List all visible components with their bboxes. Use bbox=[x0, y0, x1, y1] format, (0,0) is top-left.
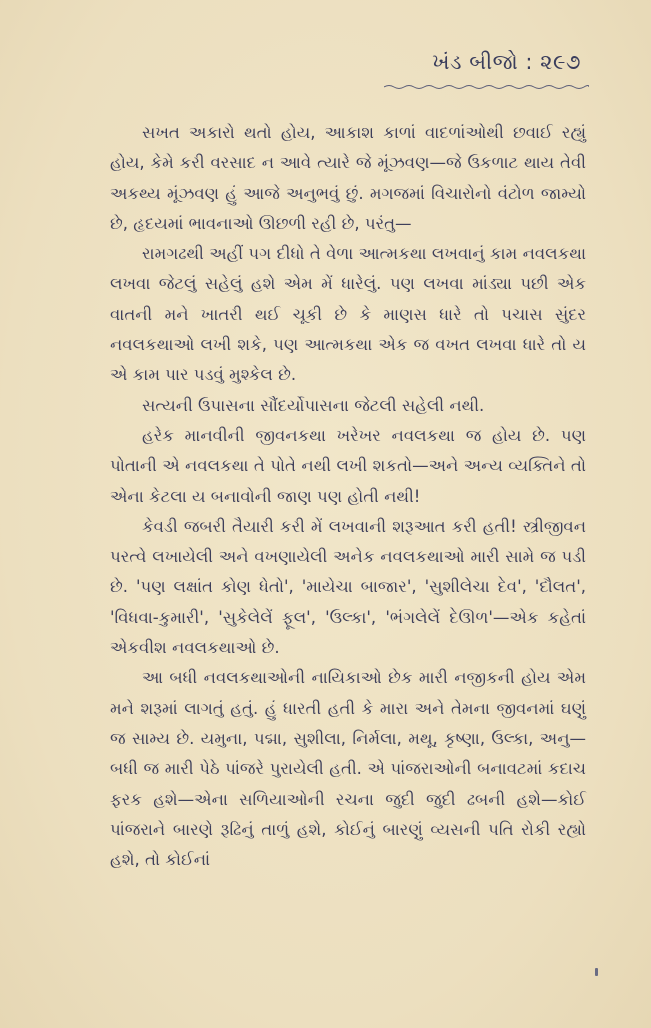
body-text bbox=[110, 118, 586, 875]
paragraph-5: કેવડી જબરી તૈયારી કરી મેં લખવાની શરૂઆત કરી હતી! સ્ત્રીજીવન પરત્વે લખાયેલી અને વખણાયેલી અનેક નવલકથાઓ મારી સામે જ પડી છે. 'પણ લક્ષાંત કોણ ધેતો', 'માયેચા બાજાર', 'સુશીલેચા દેવ', 'દૌલત', 'વિધવા-કુમારી', 'સુકેલેલેં ફૂલ', 'ઉલ્કા', 'ભંગલેલેં દેઊળ'—એક કહેતાં એકવીશ નવલકથાઓ છે. bbox=[110, 516, 586, 658]
paragraph-2: રામગઢથી અહીં પગ દીધો તે વેળા આત્મકથા લખવાનું કામ નવલકથા લખવા જેટલું સહેલું હશે એમ મેં ધારેલું. પણ લખવા માંડ્યા પછી એક વાતની મને ખાતરી થઈ ચૂકી છે કે માણસ ધારે તો પચાસ સુંદર નવલકથાઓ લખી શકે, પણ આત્મકથા એક જ વખત લખવા ધારે તો ય એ કામ પાર પડવું મુશ્કેલ છે. bbox=[110, 244, 586, 385]
paragraph-3: સત્યની ઉપાસના સૌંદર્યોપાસના જેટલી સહેલી નથી. bbox=[142, 395, 485, 415]
paragraph-6: આ બધી નવલકથાઓની નાયિકાઓ છેક મારી નજીકની હોય એમ મને શરૂમાં લાગતું હતું. હું ધારતી હતી કે મારા અને તેમના જીવનમાં ઘણું જ સામ્ય છે. યમુના, પદ્મા, સુશીલા, નિર્મલા, મથૂ, કૃષ્ણા, ઉલ્કા, અનુ—બધી જ મારી પેઠે પાંજરે પુરાયેલી હતી. એ પાંજરાઓની બનાવટમાં કદાચ ફરક હશે—એના સળિયાઓની રચના જુદી જુદી ઢબની હશે—કોઈ પાંજરાને બારણે રૂઢિનું તાળું હશે, કોઈનું બારણું વ્યસની પતિ રોકી રહ્યો હશે, તો કોઈનાં bbox=[110, 668, 586, 870]
paragraph-4: હરેક માનવીની જીવનકથા ખરેખર નવલકથા જ હોય છે. પણ પોતાની એ નવલકથા તે પોતે નથી લખી શકતો—અને અન્ય વ્યક્તિને તો એના કેટલા ય બનાવોની જાણ પણ હોતી નથી! bbox=[110, 425, 586, 506]
header-ornament-rule bbox=[384, 84, 589, 90]
folio-mark bbox=[595, 968, 598, 976]
running-header: ખંડ બીજો : ૨૯૭ bbox=[432, 50, 581, 74]
paragraph-1: સખત અકારો થતો હોય, આકાશ કાળાં વાદળાંઓથી છવાઈ રહ્યું હોય, કેમે કરી વરસાદ ન આવે ત્યારે જે મૂંઝવણ—જે ઉકળાટ થાય તેવી અકથ્ય મૂંઝવણ હું આજે અનુભવું છું. મગજમાં વિચારોનો વંટોળ જામ્યો છે, હૃદયમાં ભાવનાઓ ઊછળી રહી છે, પરંતુ— bbox=[110, 123, 586, 233]
